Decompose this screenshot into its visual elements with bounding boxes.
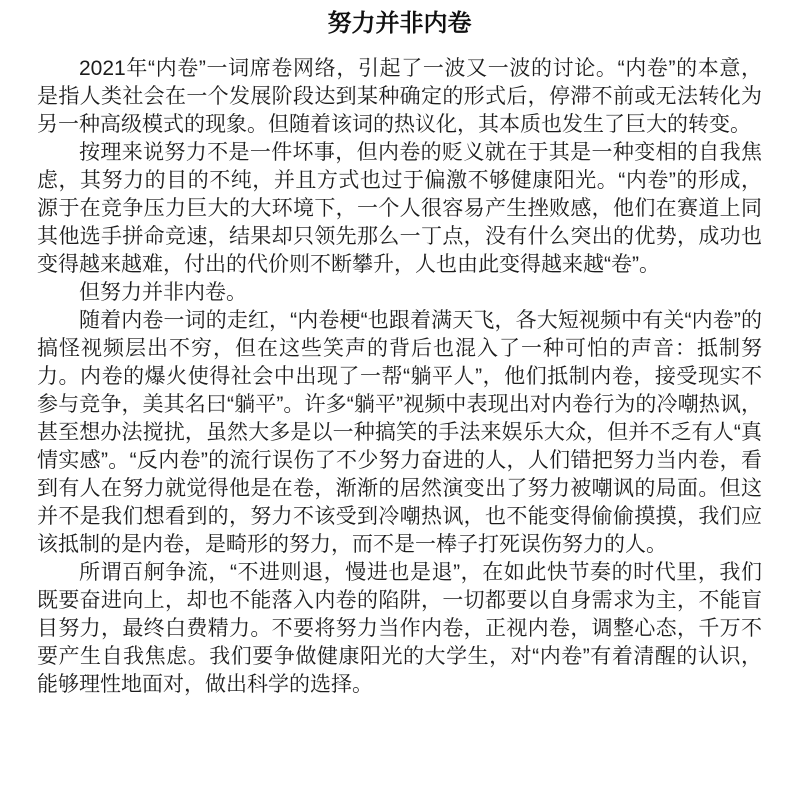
paragraph-neijuan-negative: 按理来说努力不是一件坏事，但内卷的贬义就在于其是一种变相的自我焦虑，其努力的目的不纯，并且方式也过于偏激不够健康阳光。“内卷”的形成，源于在竞争压力巨大的大环境下，一个人很容易产生挫败感，他们在赛道上同其他选手拼命竞速，结果却只领先那么一丁点，没有什么突出的优势，成功也变得越来越难，付出的代价则不断攀升，人也由此变得越来越“卷”。 — [37, 141, 762, 276]
paragraph-thesis: 但努力并非内卷。 — [79, 281, 247, 304]
paragraph-lying-flat: 随着内卷一词的走红，“内卷梗“也跟着满天飞，各大短视频中有关“内卷”的搞怪视频层出不穷，但在这些笑声的背后也混入了一种可怕的声音：抵制努力。内卷的爆火使得社会中出现了一帮“躺平人”，他们抵制内卷，接受现实不参与竞争，美其名曰“躺平”。许多“躺平”视频中表现出对内卷行为的冷嘲热讽，甚至想办法搅扰，虽然大多是以一种搞笑的手法来娱乐大众，但并不乏有人“真情实感”。“反内卷”的流行误伤了不少努力奋进的人，人们错把努力当内卷，看到有人在努力就觉得他是在卷，渐渐的居然演变出了努力被嘲讽的局面。但这并不是我们想看到的，努力不该受到冷嘲热讽，也不能变得偷偷摸摸，我们应该抵制的是内卷，是畸形的努力，而不是一棒子打死误伤努力的人。 — [37, 309, 762, 556]
paragraph-conclusion: 所谓百舸争流，“不进则退，慢进也是退”，在如此快节奏的时代里，我们既要奋进向上，却也不能落入内卷的陷阱，一切都要以自身需求为主，不能盲目努力，最终白费精力。不要将努力当作内卷，正视内卷，调整心态，千万不要产生自我焦虑。我们要争做健康阳光的大学生，对“内卷”有着清醒的认识，能够理性地面对，做出科学的选择。 — [37, 561, 762, 696]
document-title: 努力并非内卷 — [327, 10, 472, 37]
paragraph-intro: 2021年“内卷”一词席卷网络，引起了一波又一波的讨论。“内卷”的本意，是指人类社会在一个发展阶段达到某种确定的形式后，停滞不前或无法转化为另一种高级模式的现象。但随着该词的热议化，其本质也发生了巨大的转变。 — [37, 57, 762, 136]
